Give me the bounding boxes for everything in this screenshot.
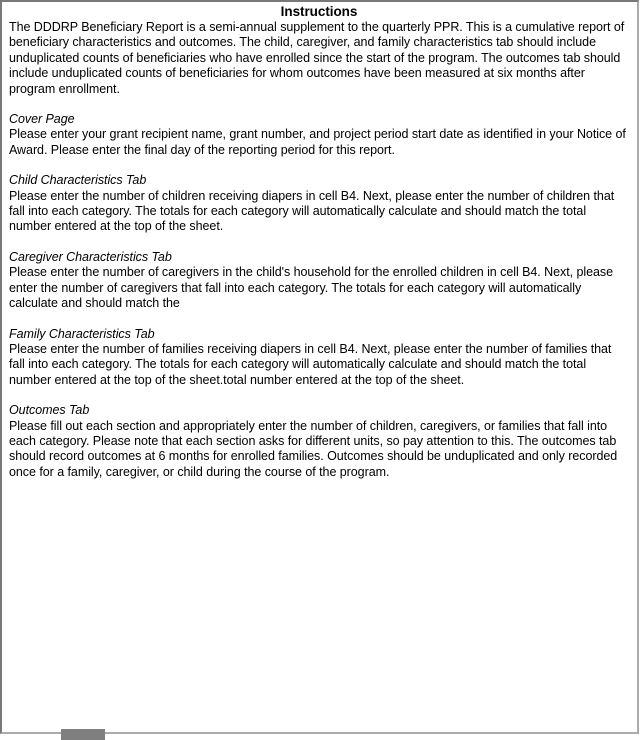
- section-outcomes: [9, 403, 629, 480]
- section-body: Please enter your grant recipient name, grant number, and project period start date as identified in your Notice of Award. Please enter the final day of the reporting period for this report.: [9, 127, 626, 157]
- section-heading: Caregiver Characteristics Tab: [9, 249, 172, 264]
- intro-paragraph: The DDDRP Beneficiary Report is a semi-annual supplement to the quarterly PPR. This is a cumulative report of beneficiary characteristics and outcomes. The child, caregiver, and family characteristics tab should include unduplicated counts of beneficiaries who have enrolled since the start of the program. The outcomes tab should include unduplicated counts of beneficiaries for whom outcomes have been measured at six months after program enrollment.: [9, 20, 625, 96]
- section-heading: Child Characteristics Tab: [9, 173, 147, 188]
- section-caregiver-characteristics: [9, 250, 629, 312]
- horizontal-scrollbar-thumb[interactable]: [61, 729, 105, 740]
- section-heading: Family Characteristics Tab: [9, 326, 155, 341]
- page-title: Instructions: [280, 4, 358, 19]
- section-family-characteristics: [9, 327, 629, 389]
- section-heading: Outcomes Tab: [9, 403, 90, 418]
- section-body: Please enter the number of children receiving diapers in cell B4. Next, please enter the number of children that fall into each category. The totals for each category will automatically calculate and should match the total number entered at the top of the sheet.: [9, 188, 615, 234]
- section-body: Please enter the number of caregivers in the child's household for the enrolled children in cell B4. Next, please enter the number of caregivers that fall into each category. The totals for each category will automatically calculate and should match the: [9, 265, 614, 311]
- section-cover-page: [9, 112, 629, 158]
- section-body: Please enter the number of families receiving diapers in cell B4. Next, please enter the number of families that fall into each category. The totals for each category will automatically calculate and should match the total number entered at the top of the sheet.total number entered at the top of the sheet.: [9, 341, 612, 387]
- section-child-characteristics: [9, 173, 629, 235]
- section-heading: Cover Page: [9, 112, 75, 127]
- section-body: Please fill out each section and appropriately enter the number of children, caregivers, or families that fall into each category. Please note that each section asks for different units, so pay attention to this. The outcomes tab should record outcomes at 6 months for enrolled families. Outcomes should be unduplicated and only recorded once for a family, caregiver, or child during the course of the program.: [9, 418, 618, 479]
